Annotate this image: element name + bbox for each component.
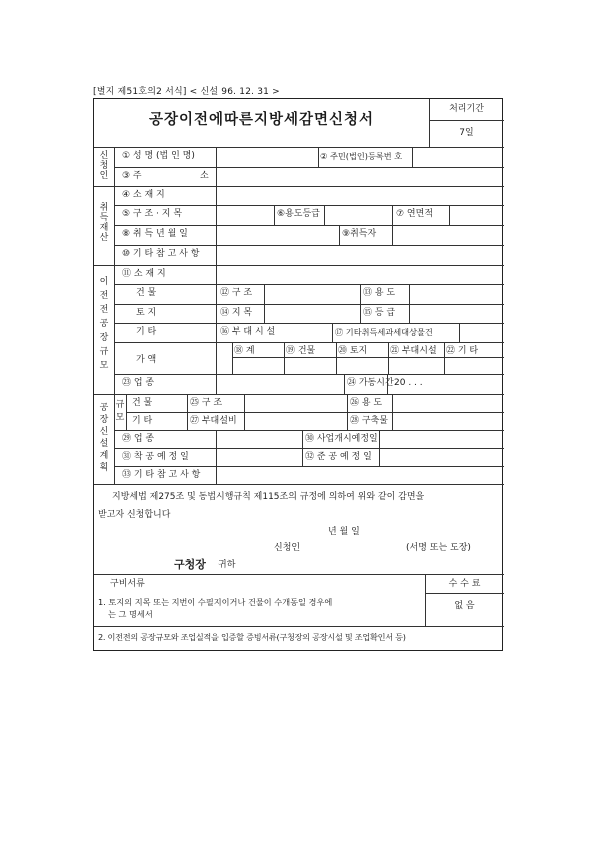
- completion-date-label: ㉜ 준 공 예 정 일: [305, 452, 372, 462]
- facility-label: ⑯ 부 대 시 설: [220, 327, 276, 337]
- acquirer-label: ⑨취득자: [342, 229, 377, 239]
- plan-structure-label: ㉕ 구 조: [190, 398, 223, 408]
- land-category-label: ⑭ 지 목: [220, 308, 253, 318]
- land-grade-label: ⑮ 등 급: [363, 308, 396, 318]
- construction-start-label: ㉛ 착 공 예 정 일: [122, 452, 189, 462]
- form-header-note: [별지 제51호의2 서식] < 신설 96. 12. 31 >: [93, 87, 280, 97]
- operation-period-label: ㉔ 가동시간: [347, 378, 394, 388]
- before-use-label: ⑬ 용 도: [363, 288, 396, 298]
- value-label: 가 액: [136, 355, 157, 365]
- document-item-1: 1. 토지의 지목 또는 지번이 수필지이거나 건물이 수개동일 경우에: [98, 597, 333, 607]
- plan-industry-label: ㉙ 업 종: [122, 434, 155, 444]
- acquired-structure-label: ⑤ 구 조 · 지 목: [122, 209, 183, 219]
- other-taxable-label: ⑰ 기타취득세과세대상물건: [335, 327, 433, 337]
- application-date: 년 월 일: [328, 527, 360, 537]
- use-grade-label: ⑥용도등급: [277, 209, 320, 219]
- before-structure-label: ⑫ 구 조: [220, 288, 253, 298]
- section-before-relocation: 이전전공장규모: [99, 277, 109, 371]
- value-land-label: ⑳ 토지: [338, 346, 368, 356]
- document-item-2: 2. 이전전의 공장규모와 조업실적을 입증할 증빙서류(구청장의 공장시설 및 조업확인서 등): [98, 632, 406, 642]
- document-item-1-cont: 는 그 명세서: [108, 609, 153, 619]
- name-label: ① 성 명 (법 인 명): [122, 151, 195, 161]
- address-label-end: 소: [200, 171, 209, 181]
- applicant-signature-label: 신청인: [274, 543, 301, 553]
- acquisition-date-label: ⑧ 취 득 년 월 일: [122, 229, 188, 239]
- etc-label: 기 타: [136, 327, 157, 337]
- processing-period-value: 7일: [459, 128, 474, 138]
- land-label: 토 지: [136, 308, 157, 318]
- plan-building-label: 건 물: [132, 398, 153, 408]
- plan-structures-label: ㉘ 구축물: [350, 416, 388, 426]
- building-label: 건 물: [136, 288, 157, 298]
- value-facility-label: ㉑ 부대시설: [390, 346, 437, 356]
- section-applicant: 신청인: [99, 151, 109, 181]
- recipient-suffix: 귀하: [218, 560, 236, 570]
- value-building-label: ⑲ 건물: [286, 346, 316, 356]
- plan-etc-label: 기 타: [132, 416, 153, 426]
- statement-line-2: 받고자 신청합니다: [98, 510, 171, 520]
- before-location-label: ⑪ 소 재 지: [122, 269, 166, 279]
- acquired-location-label: ④ 소 재 지: [122, 190, 165, 200]
- recipient-title: 구청장: [174, 558, 206, 571]
- fee-label: 수 수 료: [448, 579, 481, 589]
- processing-period-label: 처리기간: [449, 104, 484, 114]
- plan-other-label: ㉝ 기 타 참 고 사 항: [122, 470, 201, 480]
- plan-facility-label: ㉗ 부대설비: [190, 416, 237, 426]
- section-acquired-property: 취득재산: [99, 203, 109, 243]
- form-title: 공장이전에따른지방세감면신청서: [148, 111, 375, 128]
- statement-line-1: 지방세법 제275조 및 동법시행규칙 제115조의 규정에 의하여 위와 같이 감면을: [112, 492, 425, 502]
- business-start-date-label: ㉚ 사업개시예정일: [305, 434, 378, 444]
- address-label: ③ 주: [122, 171, 142, 181]
- acquired-other-label: ⑩ 기 타 참 고 사 항: [122, 249, 200, 259]
- plan-use-label: ㉖ 용 도: [350, 398, 383, 408]
- fee-value: 없 음: [454, 601, 475, 611]
- registration-number-label: ② 주민(법인)등록번 호: [320, 151, 403, 161]
- signature-or-seal: (서명 또는 도장): [406, 543, 471, 553]
- value-total-label: ⑱ 계: [234, 346, 255, 356]
- plan-scale-label: 규모: [115, 400, 125, 423]
- application-form: [93, 98, 503, 651]
- value-other-label: ㉒ 기 타: [446, 346, 479, 356]
- section-new-factory-plan: 공장신설계획: [99, 403, 109, 473]
- operation-period-value: 20 . . .: [394, 378, 423, 388]
- floor-area-label: ⑦ 연면적: [396, 209, 434, 219]
- before-industry-label: ㉓ 업 종: [122, 378, 155, 388]
- documents-header: 구비서류: [110, 579, 145, 589]
